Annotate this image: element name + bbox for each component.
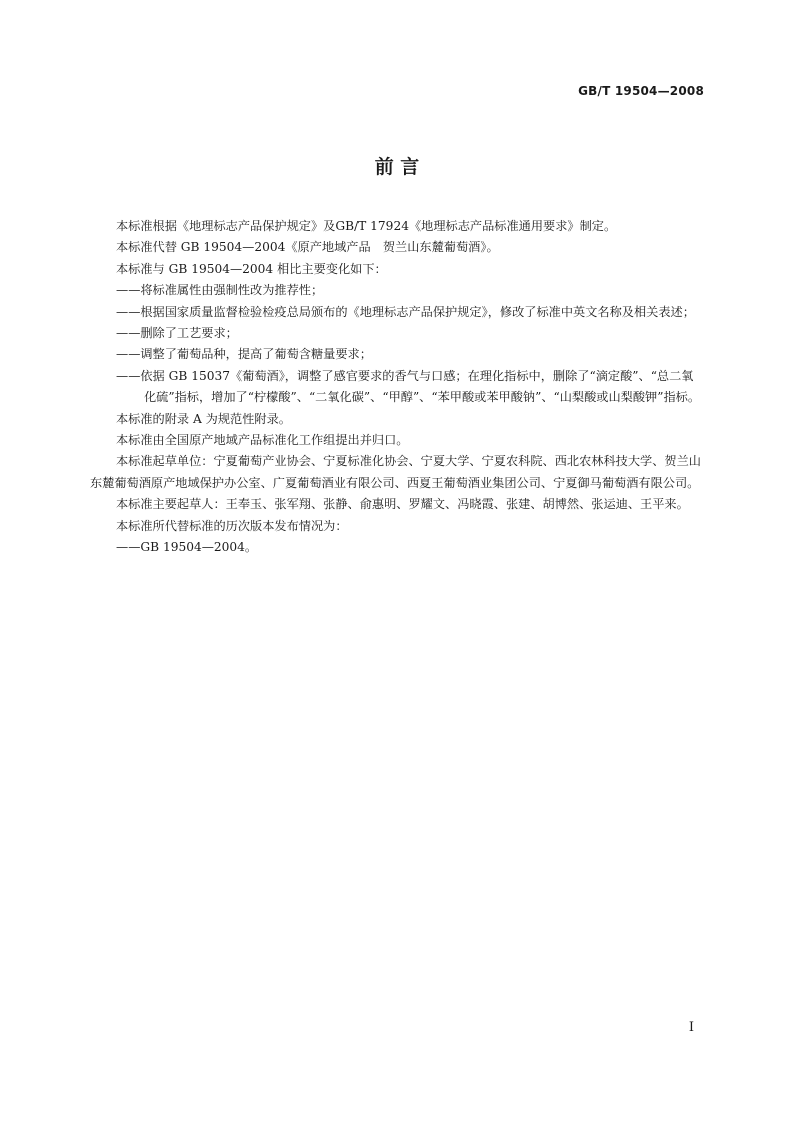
standard-code: GB/T 19504—2008	[578, 84, 704, 98]
change-item-name: ——根据国家质量监督检验检疫总局颁布的《地理标志产品保护规定》，修改了标准中英文名称及相关表述；	[116, 304, 695, 319]
paragraph-drafting-units: 本标准起草单位：宁夏葡萄产业协会、宁夏标准化协会、宁夏大学、宁夏农科院、西北农林科技大学、贺兰山东麓葡萄酒原产地域保护办公室、广夏葡萄酒业有限公司、西夏王葡萄酒业集团公司、宁夏御马葡萄酒有限公司。	[90, 454, 701, 490]
page-title: 前 言	[374, 156, 420, 178]
change-item-process: ——删除了工艺要求；	[116, 326, 238, 341]
history-item: ——GB 19504—2004。	[116, 540, 258, 555]
paragraph-drafters: 本标准主要起草人：王奉玉、张军翔、张静、俞惠明、罗耀文、冯晓霞、张建、胡博然、张运迪、王平来。	[116, 497, 689, 512]
change-item-indicators: ——依据 GB 15037《葡萄酒》，调整了感官要求的香气与口感；在理化指标中，删除了“滴定酸”、“总二氧化硫”指标，增加了“柠檬酸”、“二氧化碳”、“甲醇”、“苯甲酸或苯甲酸钠”、“山梨酸或山梨酸钾”指标。	[116, 368, 701, 405]
change-item-attribute: ——将标准属性由强制性改为推荐性；	[116, 283, 324, 298]
paragraph-changes-intro: 本标准与 GB 19504—2004 相比主要变化如下：	[116, 261, 387, 276]
paragraph-proposer: 本标准由全国原产地域产品标准化工作组提出并归口。	[116, 433, 409, 448]
change-item-variety: ——调整了葡萄品种，提高了葡萄含糖量要求；	[116, 347, 372, 362]
paragraph-replaces: 本标准代替 GB 19504—2004《原产地域产品 贺兰山东麓葡萄酒》。	[116, 240, 499, 255]
page-number: I	[688, 1020, 694, 1035]
foreword-body	[90, 216, 704, 559]
paragraph-history-intro: 本标准所代替标准的历次版本发布情况为：	[116, 518, 348, 533]
paragraph-basis: 本标准根据《地理标志产品保护规定》及GB/T 17924《地理标志产品标准通用要求》制定。	[116, 219, 617, 233]
paragraph-appendix: 本标准的附录 A 为规范性附录。	[116, 411, 291, 426]
